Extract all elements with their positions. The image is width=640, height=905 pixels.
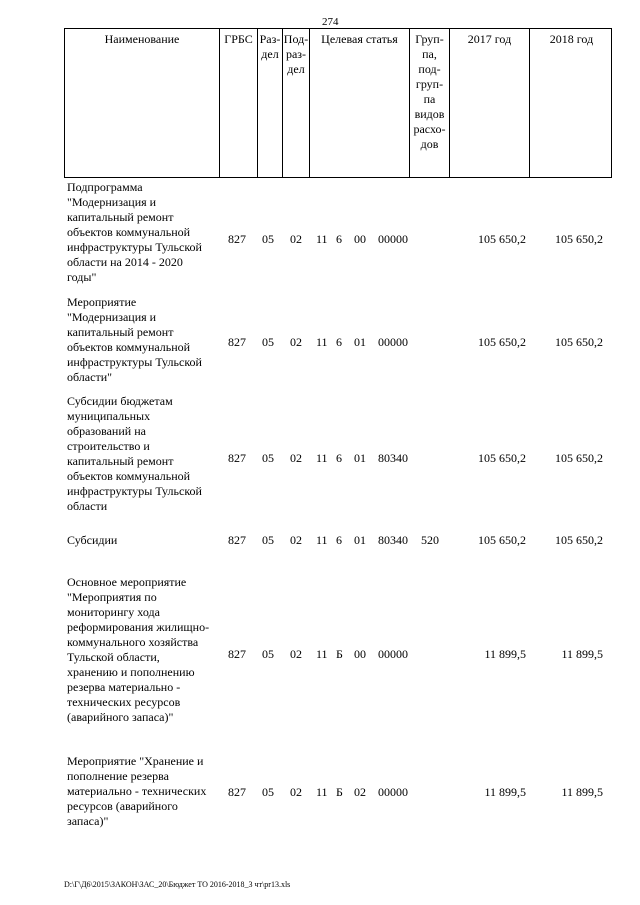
row-podrazdel: 02 (290, 232, 302, 246)
header-grbs: ГРБС (220, 29, 258, 177)
header-target: Целевая статья (310, 29, 410, 177)
row-2018: 11 899,5 (561, 785, 603, 799)
row-2017: 105 650,2 (478, 335, 526, 349)
row-podrazdel: 02 (290, 451, 302, 465)
row-2017: 11 899,5 (484, 785, 526, 799)
row-razdel: 05 (262, 451, 274, 465)
row-grbs: 827 (228, 785, 246, 799)
row-target-program: 11 (316, 451, 328, 465)
row-name: Основное мероприятие "Мероприятия по мониторингу хода реформирования жилищно- коммунального хозяйства Тульской области, хранению и пополнению резерва материально - технических ресурсов (аварийного запаса)" (67, 575, 210, 724)
file-path-footer: D:\Г\Д6\2015\ЗАКОН\ЗАС_20\Бюджет ТО 2016-2018_3 чт\pr13.xls (64, 880, 291, 889)
row-target-subprogram: Б (336, 785, 343, 799)
row-target-event: 00 (354, 647, 366, 661)
row-2018: 105 650,2 (555, 533, 603, 547)
row-grbs: 827 (228, 647, 246, 661)
row-target-program: 11 (316, 647, 328, 661)
row-razdel: 05 (262, 232, 274, 246)
row-target-subprogram: 6 (336, 232, 342, 246)
row-group: 520 (421, 533, 439, 547)
row-target-code: 00000 (378, 335, 408, 349)
row-name: Мероприятие "Хранение и пополнение резерва материально - технических ресурсов (аварийного запаса)" (67, 754, 207, 828)
row-2018: 105 650,2 (555, 232, 603, 246)
row-2018: 11 899,5 (561, 647, 603, 661)
row-target-program: 11 (316, 335, 328, 349)
row-razdel: 05 (262, 785, 274, 799)
row-target-subprogram: 6 (336, 335, 342, 349)
row-target-program: 11 (316, 533, 328, 547)
header-razdel: Раз- дел (258, 29, 283, 177)
row-podrazdel: 02 (290, 335, 302, 349)
page-number: 274 (322, 16, 339, 28)
row-target-program: 11 (316, 232, 328, 246)
header-name: Наименование (65, 29, 220, 177)
row-grbs: 827 (228, 232, 246, 246)
row-grbs: 827 (228, 335, 246, 349)
row-target-event: 01 (354, 533, 366, 547)
row-razdel: 05 (262, 533, 274, 547)
header-group: Груп- па, под- груп- па видов расхо- дов (410, 29, 450, 177)
row-target-event: 00 (354, 232, 366, 246)
header-2017: 2017 год (450, 29, 530, 177)
row-grbs: 827 (228, 451, 246, 465)
row-2017: 11 899,5 (484, 647, 526, 661)
row-grbs: 827 (228, 533, 246, 547)
row-target-code: 80340 (378, 533, 408, 547)
row-target-subprogram: 6 (336, 533, 342, 547)
row-2017: 105 650,2 (478, 232, 526, 246)
row-target-code: 80340 (378, 451, 408, 465)
row-podrazdel: 02 (290, 785, 302, 799)
row-target-event: 02 (354, 785, 366, 799)
row-razdel: 05 (262, 335, 274, 349)
row-2018: 105 650,2 (555, 451, 603, 465)
row-name: Субсидии (67, 533, 118, 547)
row-name: Субсидии бюджетам муниципальных образований на строительство и капитальный ремонт объектов коммунальной инфраструктуры Тульской области (67, 394, 202, 513)
table-header (64, 28, 612, 178)
row-razdel: 05 (262, 647, 274, 661)
header-podrazdel: Под- раз- дел (283, 29, 310, 177)
row-2017: 105 650,2 (478, 451, 526, 465)
row-name: Подпрограмма "Модернизация и капитальный ремонт объектов коммунальной инфраструктуры Тульской области на 2014 - 2020 годы" (67, 180, 202, 284)
row-name: Мероприятие "Модернизация и капитальный ремонт объектов коммунальной инфраструктуры Тульской области" (67, 295, 202, 384)
row-2018: 105 650,2 (555, 335, 603, 349)
row-target-event: 01 (354, 335, 366, 349)
row-target-code: 00000 (378, 232, 408, 246)
row-target-subprogram: 6 (336, 451, 342, 465)
row-podrazdel: 02 (290, 533, 302, 547)
row-target-subprogram: Б (336, 647, 343, 661)
row-2017: 105 650,2 (478, 533, 526, 547)
row-target-code: 00000 (378, 785, 408, 799)
header-2018: 2018 год (549, 32, 594, 46)
row-target-program: 11 (316, 785, 328, 799)
row-target-code: 00000 (378, 647, 408, 661)
row-target-event: 01 (354, 451, 366, 465)
row-podrazdel: 02 (290, 647, 302, 661)
